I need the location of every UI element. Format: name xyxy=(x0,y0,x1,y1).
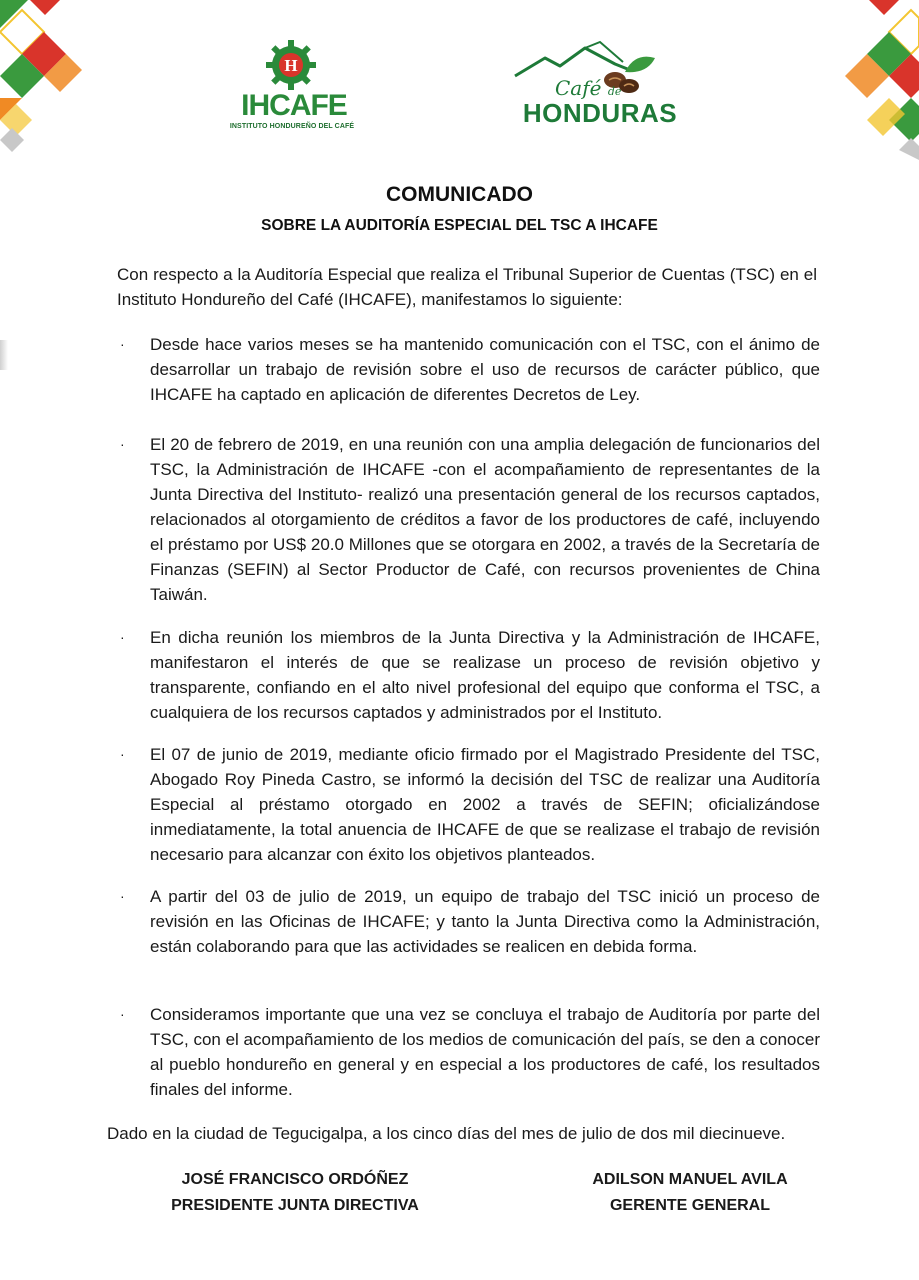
bullet-marker: · xyxy=(120,629,125,645)
list-item xyxy=(120,332,820,432)
signature-block-president xyxy=(140,1167,450,1219)
intro-paragraph: Con respecto a la Auditoría Especial que realiza el Tribunal Superior de Cuentas (TSC) en el Instituto Hondureño del Café (IHCAFE), manifestamos lo siguiente: xyxy=(117,265,817,309)
bullet-marker: · xyxy=(120,888,125,904)
ihcafe-tagline: INSTITUTO HONDUREÑO DEL CAFÉ xyxy=(229,123,355,130)
signature-block-manager xyxy=(555,1167,825,1219)
list-item xyxy=(120,432,820,625)
bullet-list xyxy=(120,332,820,1102)
bullet-text: El 07 de junio de 2019, mediante oficio firmado por el Magistrado Presidente del TSC, Abogado Roy Pineda Castro, se informó la decisión del TSC de realizar una Auditoría Especial al préstamo otorgado en 2002 a través de SEFIN; oficializándose inmediatamente, la total anuencia de IHCAFE de que se realizase el trabajo de revisión necesario para alcanzar con éxito los objetivos planteados. xyxy=(150,745,820,864)
ihcafe-wordmark: IHCAFE xyxy=(241,89,347,122)
bullet-text: Desde hace varios meses se ha mantenido comunicación con el TSC, con el ánimo de desarrollar un trabajo de revisión sobre el uso de recursos de carácter público, que IHCAFE ha captado en aplicación de diferentes Decretos de Ley. xyxy=(150,335,820,404)
cafe-script-text: Café de xyxy=(555,76,622,100)
list-item xyxy=(120,742,820,884)
gear-icon xyxy=(266,40,316,90)
bullet-marker: · xyxy=(120,336,125,352)
signatory-role: GERENTE GENERAL xyxy=(609,1197,770,1214)
ihcafe-badge-letter: H xyxy=(284,56,298,75)
list-item xyxy=(120,1002,820,1102)
bullet-text: Consideramos importante que una vez se concluya el trabajo de Auditoría por parte del TSC, con el acompañamiento de los medios de comunicación del país, se den a conocer al pueblo hondureño en general y en especial a los productores de café, los resultados finales del informe. xyxy=(150,1005,820,1099)
ihcafe-logo xyxy=(222,40,362,136)
signatory-role: PRESIDENTE JUNTA DIRECTIVA xyxy=(171,1197,419,1214)
bullet-marker: · xyxy=(120,1006,125,1022)
bullet-text: El 20 de febrero de 2019, en una reunión con una amplia delegación de funcionarios del TSC, la Administración de IHCAFE -con el acompañamiento de representantes de la Junta Directiva del Instituto- realizó una presentación general de los recursos captados, relacionados al otorgamiento de créditos a favor de los productores de café, incluyendo el préstamo por US$ 20.0 Millones que se otorgara en 2002, a través de la Secretaría de Finanzas (SEFIN) al Sector Productor de Café, con recursos provenientes de China Taiwán. xyxy=(150,435,820,604)
page-edge-shadow xyxy=(0,340,8,370)
bullet-marker: · xyxy=(120,436,125,452)
cafe-de-honduras-logo xyxy=(505,40,695,130)
bullet-text: A partir del 03 de julio de 2019, un equipo de trabajo del TSC inició un proceso de revisión en las Oficinas de IHCAFE; y tanto la Junta Directiva como la Administración, están colaborando para que las actividades se realicen en debida forma. xyxy=(150,887,820,956)
signatory-name: JOSÉ FRANCISCO ORDÓÑEZ xyxy=(181,1171,409,1188)
corner-decoration-right xyxy=(829,0,919,170)
document-subtitle: SOBRE LA AUDITORÍA ESPECIAL DEL TSC A IHCAFE xyxy=(261,217,658,234)
bullet-text: En dicha reunión los miembros de la Junta Directiva y la Administración de IHCAFE, manifestaron el interés de que se realizase un proceso de revisión objetivo y transparente, confiando en el alto nivel profesional del equipo que conforma el TSC, a cualquiera de los recursos captados y administrados por el Instituto. xyxy=(150,628,820,722)
corner-decoration-left xyxy=(0,0,90,170)
bullet-marker: · xyxy=(120,746,125,762)
signatory-name: ADILSON MANUEL AVILA xyxy=(592,1171,788,1188)
document-title: COMUNICADO xyxy=(386,183,533,206)
list-item xyxy=(120,625,820,742)
closing-statement: Dado en la ciudad de Tegucigalpa, a los cinco días del mes de julio de dos mil diecinueve. xyxy=(107,1124,786,1143)
honduras-wordmark: HONDURAS xyxy=(522,98,678,128)
list-item xyxy=(120,884,820,1002)
